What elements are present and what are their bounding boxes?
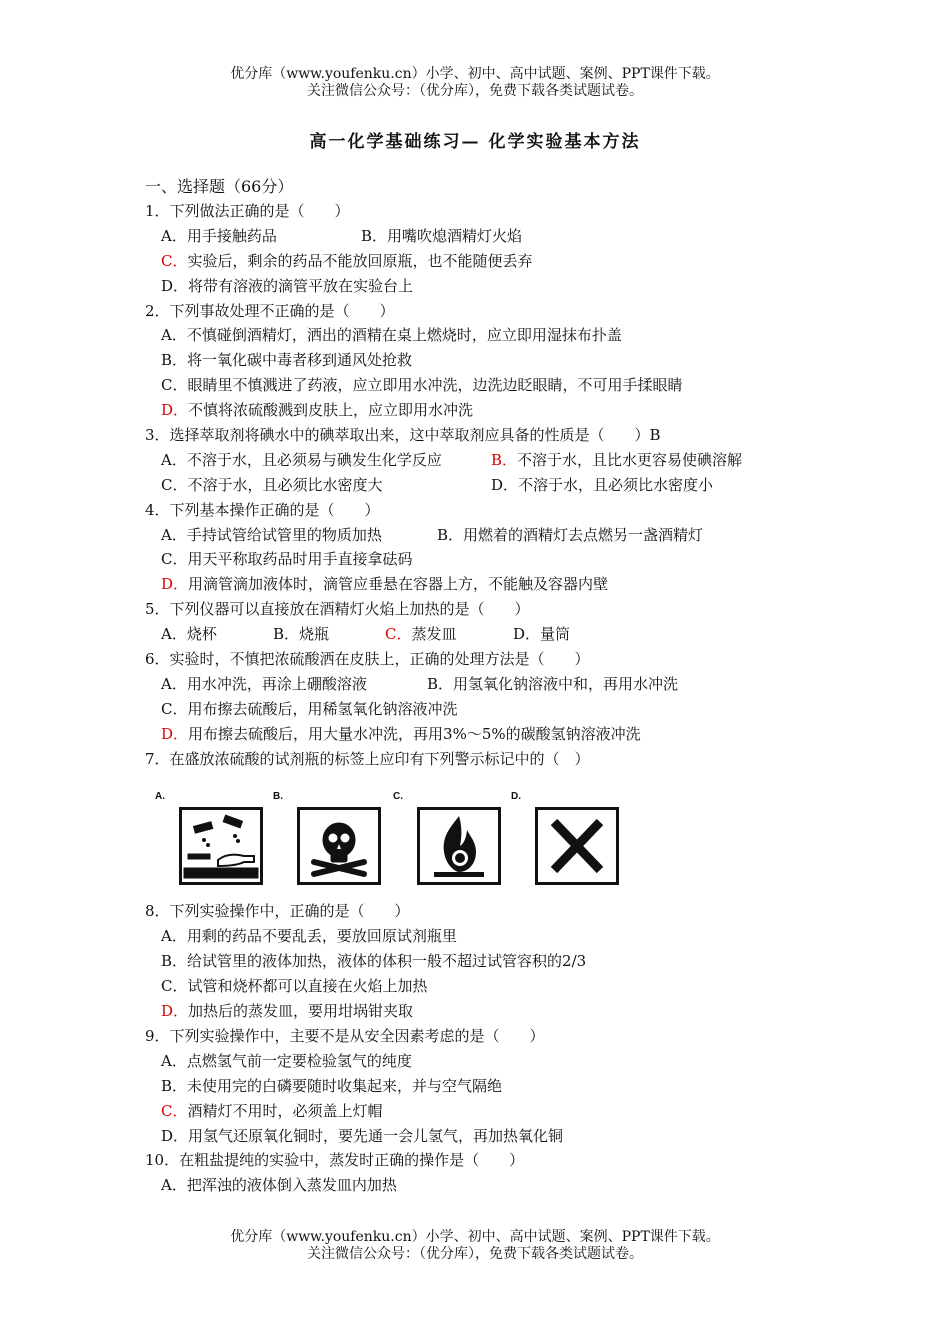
option-letter: C． xyxy=(161,550,188,569)
question-stem: 10．在粗盐提纯的实验中，蒸发时正确的操作是（ ） xyxy=(145,1151,525,1170)
option-row xyxy=(145,622,845,647)
sign-label: C. xyxy=(393,791,403,803)
option-item xyxy=(161,999,413,1024)
option-text: 把浑浊的液体倒入蒸发皿内加热 xyxy=(186,1176,397,1195)
option-letter: A． xyxy=(161,625,187,644)
option-letter: D． xyxy=(513,625,541,644)
option-row xyxy=(145,1173,845,1198)
option-text: 用剩的药品不要乱丢，要放回原试剂瓶里 xyxy=(186,927,457,946)
option-item xyxy=(161,473,491,498)
option-letter: A． xyxy=(161,525,187,544)
option-text: 烧瓶 xyxy=(299,625,330,644)
question-stem: 5．下列仪器可以直接放在酒精灯火焰上加热的是（ ） xyxy=(145,600,530,619)
option-text: 用布擦去硫酸后，用大量水冲洗，再用3%～5%的碳酸氢钠溶液冲洗 xyxy=(188,724,641,743)
option-item xyxy=(437,523,703,548)
hazard-sign xyxy=(511,791,611,896)
option-letter: C． xyxy=(161,475,188,494)
sign-label: B. xyxy=(273,791,283,803)
option-item xyxy=(161,1124,563,1149)
option-row xyxy=(145,224,845,249)
option-row xyxy=(145,1074,845,1099)
option-row xyxy=(145,348,845,373)
option-letter: D． xyxy=(161,1002,189,1021)
hazard-sign xyxy=(273,791,373,896)
option-text: 不慎碰倒酒精灯，洒出的酒精在桌上燃烧时，应立即用湿抹布扑盖 xyxy=(186,326,622,345)
option-row xyxy=(145,924,845,949)
option-text: 手持试管给试管里的物质加热 xyxy=(186,525,382,544)
option-text: 不溶于水，且必须比水密度小 xyxy=(518,475,714,494)
option-text: 试管和烧杯都可以直接在火焰上加热 xyxy=(187,977,428,996)
option-row xyxy=(145,672,845,697)
option-item xyxy=(161,924,457,949)
option-text: 实验后，剩余的药品不能放回原瓶，也不能随便丢弃 xyxy=(187,251,533,270)
option-letter: B． xyxy=(437,525,464,544)
option-item xyxy=(161,1049,412,1074)
option-row xyxy=(145,1049,845,1074)
option-text: 烧杯 xyxy=(186,625,217,644)
question-stem: 8．下列实验操作中，正确的是（ ） xyxy=(145,902,410,921)
option-item xyxy=(161,974,428,999)
section-heading: 一、选择题（66分） xyxy=(145,177,294,196)
option-letter: D． xyxy=(491,475,519,494)
option-text: 用天平称取药品时用手直接拿砝码 xyxy=(187,550,413,569)
question-stem: 3．选择萃取剂将碘水中的碘萃取出来，这中萃取剂应具备的性质是（ ）B xyxy=(145,426,661,445)
option-letter: B． xyxy=(361,226,388,245)
skull-crossbones-icon xyxy=(297,807,381,885)
option-letter: A． xyxy=(161,1051,187,1070)
option-letter: A． xyxy=(161,927,187,946)
option-text: 眼睛里不慎溅进了药液，应立即用水冲洗，边洗边眨眼睛，不可用手揉眼睛 xyxy=(187,376,683,395)
option-letter: B． xyxy=(161,952,188,971)
option-letter: C． xyxy=(161,251,188,270)
option-letter: A． xyxy=(161,326,187,345)
option-text: 用嘴吹熄酒精灯火焰 xyxy=(387,226,523,245)
option-letter: C． xyxy=(161,699,188,718)
footer-line-1: 优分库（www.youfenku.cn）小学、初中、高中试题、案例、PPT课件下载。 xyxy=(230,1229,720,1245)
option-letter: A． xyxy=(161,450,187,469)
question-stem: 4．下列基本操作正确的是（ ） xyxy=(145,500,380,519)
option-letter: D． xyxy=(161,575,189,594)
header-line-1: 优分库（www.youfenku.cn）小学、初中、高中试题、案例、PPT课件下载。 xyxy=(230,66,720,82)
page-footer xyxy=(0,1229,950,1263)
option-text: 用手接触药品 xyxy=(186,226,277,245)
option-item xyxy=(161,348,412,373)
option-item xyxy=(161,249,533,274)
option-item xyxy=(161,323,622,348)
option-item xyxy=(161,224,361,249)
hazard-sign xyxy=(393,791,493,896)
option-row xyxy=(145,949,845,974)
option-letter: D． xyxy=(161,1126,189,1145)
hazard-sign xyxy=(155,791,255,896)
option-row xyxy=(145,547,845,572)
option-text: 给试管里的液体加热，液体的体积一般不超过试管容积的2/3 xyxy=(187,952,587,971)
option-letter: D． xyxy=(161,276,189,295)
option-item xyxy=(513,622,570,647)
option-item xyxy=(385,622,513,647)
question-list xyxy=(145,175,845,1198)
option-text: 不溶于水，且必须易与碘发生化学反应 xyxy=(186,450,442,469)
option-text: 点燃氢气前一定要检验氢气的纯度 xyxy=(186,1051,412,1070)
corrosive-icon xyxy=(179,807,263,885)
option-item xyxy=(161,1099,383,1124)
option-letter: B． xyxy=(491,450,518,469)
option-item xyxy=(161,373,683,398)
option-letter: C． xyxy=(161,376,188,395)
option-item xyxy=(427,672,678,697)
option-letter: C． xyxy=(161,1101,188,1120)
option-letter: A． xyxy=(161,226,187,245)
option-text: 将一氧化碳中毒者移到通风处抢救 xyxy=(187,351,413,370)
option-item xyxy=(161,622,273,647)
option-row xyxy=(145,1099,845,1124)
option-letter: C． xyxy=(161,977,188,996)
option-row xyxy=(145,448,845,473)
x-harmful-icon xyxy=(535,807,619,885)
option-text: 用氢氧化钠溶液中和，再用水冲洗 xyxy=(453,674,679,693)
question-stem: 9．下列实验操作中，主要不是从安全因素考虑的是（ ） xyxy=(145,1026,545,1045)
option-text: 用燃着的酒精灯去点燃另一盏酒精灯 xyxy=(463,525,704,544)
option-letter: B． xyxy=(161,351,188,370)
option-row xyxy=(145,473,845,498)
option-row xyxy=(145,974,845,999)
option-text: 蒸发皿 xyxy=(411,625,457,644)
option-letter: B． xyxy=(427,674,454,693)
question-stem: 7．在盛放浓硫酸的试剂瓶的标签上应印有下列警示标记中的（ ） xyxy=(145,749,590,768)
option-letter: A． xyxy=(161,1176,187,1195)
option-item xyxy=(161,572,608,597)
option-text: 将带有溶液的滴管平放在实验台上 xyxy=(188,276,414,295)
option-text: 酒精灯不用时，必须盖上灯帽 xyxy=(187,1101,383,1120)
option-item xyxy=(161,1173,397,1198)
option-letter: B． xyxy=(273,625,300,644)
sign-label: D. xyxy=(511,791,521,803)
option-item xyxy=(161,547,413,572)
footer-line-2: 关注微信公众号：（优分库），免费下载各类试题试卷。 xyxy=(307,1246,643,1262)
option-row xyxy=(145,373,845,398)
header-line-2: 关注微信公众号：（优分库），免费下载各类试题试卷。 xyxy=(307,83,643,99)
option-item xyxy=(273,622,385,647)
option-item xyxy=(361,224,522,249)
question-stem: 2．下列事故处理不正确的是（ ） xyxy=(145,301,395,320)
option-item xyxy=(161,672,427,697)
option-text: 用布擦去硫酸后，用稀氢氧化钠溶液冲洗 xyxy=(187,699,458,718)
option-text: 用氢气还原氧化铜时，要先通一会儿氢气，再加热氧化铜 xyxy=(188,1126,564,1145)
option-item xyxy=(161,1074,502,1099)
option-letter: D． xyxy=(161,724,189,743)
option-row xyxy=(145,999,845,1024)
option-item xyxy=(161,274,413,299)
option-item xyxy=(161,722,641,747)
option-row xyxy=(145,697,845,722)
flame-icon xyxy=(417,807,501,885)
page-title: 高一化学基础练习— 化学实验基本方法 xyxy=(309,132,641,152)
option-text: 未使用完的白磷要随时收集起来，并与空气隔绝 xyxy=(187,1076,503,1095)
option-text: 不溶于水，且比水更容易使碘溶解 xyxy=(517,450,743,469)
option-letter: B． xyxy=(161,1076,188,1095)
option-row xyxy=(145,323,845,348)
option-row xyxy=(145,1124,845,1149)
sign-label: A. xyxy=(155,791,165,803)
question-stem: 6．实验时，不慎把浓硫酸洒在皮肤上，正确的处理方法是（ ） xyxy=(145,650,590,669)
page-header xyxy=(0,66,950,100)
option-letter: D． xyxy=(161,401,189,420)
option-item xyxy=(161,697,458,722)
option-item xyxy=(161,398,473,423)
option-text: 用水冲洗，再涂上硼酸溶液 xyxy=(186,674,367,693)
option-row xyxy=(145,722,845,747)
option-text: 加热后的蒸发皿，要用坩埚钳夹取 xyxy=(188,1002,414,1021)
option-item xyxy=(491,448,742,473)
option-row xyxy=(145,274,845,299)
option-item xyxy=(161,949,586,974)
option-letter: A． xyxy=(161,674,187,693)
option-row xyxy=(145,398,845,423)
option-item xyxy=(161,523,437,548)
option-text: 量筒 xyxy=(540,625,571,644)
option-text: 不溶于水，且必须比水密度大 xyxy=(187,475,383,494)
option-letter: C． xyxy=(385,625,412,644)
option-row xyxy=(145,249,845,274)
option-row xyxy=(145,572,845,597)
option-item xyxy=(161,448,491,473)
option-row xyxy=(145,523,845,548)
question-stem: 1．下列做法正确的是（ ） xyxy=(145,202,350,220)
hazard-signs xyxy=(145,771,845,899)
option-text: 不慎将浓硫酸溅到皮肤上，应立即用水冲洗 xyxy=(188,401,474,420)
option-text: 用滴管滴加液体时，滴管应垂悬在容器上方，不能触及容器内壁 xyxy=(188,575,609,594)
option-item xyxy=(491,473,713,498)
